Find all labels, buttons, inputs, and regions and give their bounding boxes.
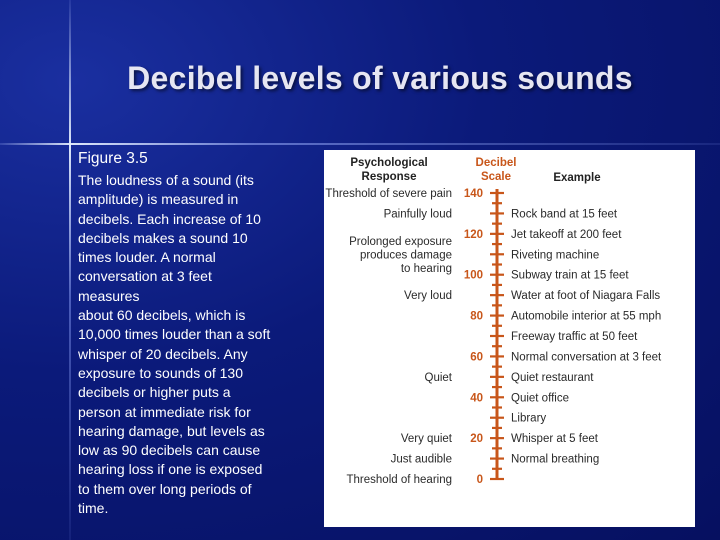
header-scale-line1: Decibel	[475, 157, 517, 169]
decibel-tick-label: 100	[463, 269, 483, 282]
decibel-tick-label: 60	[470, 351, 483, 364]
example-label: Quiet office	[511, 392, 569, 405]
example-label: Subway train at 15 feet	[511, 269, 629, 282]
example-label: Riveting machine	[511, 249, 600, 262]
decibel-scale-diagram	[324, 150, 695, 527]
header-response-line2: Response	[361, 171, 417, 183]
example-label: Normal conversation at 3 feet	[511, 351, 662, 364]
response-label: produces damage	[359, 249, 452, 262]
figure-label: Figure 3.5	[78, 150, 148, 167]
header-example: Example	[553, 172, 601, 184]
example-label: Rock band at 15 feet	[511, 208, 618, 221]
decibel-figure	[324, 150, 695, 527]
example-label: Normal breathing	[511, 453, 600, 466]
decibel-tick-label: 20	[470, 433, 483, 446]
response-label: Very quiet	[400, 433, 452, 446]
decibel-tick-label: 40	[470, 392, 483, 405]
decibel-tick-label: 80	[470, 310, 483, 323]
decibel-tick-label: 120	[463, 228, 483, 241]
response-label: to hearing	[400, 262, 452, 275]
header-scale-line2: Scale	[480, 171, 512, 183]
lens-flare-horizontal	[0, 143, 720, 145]
response-label: Threshold of severe pain	[325, 188, 452, 200]
slide-title: Decibel levels of various sounds	[127, 60, 633, 96]
response-label: Just audible	[390, 453, 452, 466]
decibel-tick-label: 140	[463, 188, 483, 200]
example-label: Library	[511, 412, 547, 425]
response-label: Very loud	[404, 290, 452, 303]
decibel-tick-label: 0	[476, 474, 483, 486]
response-label: Threshold of hearing	[346, 474, 452, 486]
example-label: Quiet restaurant	[511, 371, 594, 384]
header-response-line1: Psychological	[350, 157, 428, 169]
example-label: Whisper at 5 feet	[511, 433, 598, 446]
caption-block	[78, 150, 306, 518]
example-label: Jet takeoff at 200 feet	[511, 228, 622, 241]
example-label: Freeway traffic at 50 feet	[511, 331, 638, 343]
response-label: Prolonged exposure	[349, 235, 452, 248]
example-label: Water at foot of Niagara Falls	[511, 290, 661, 303]
example-label: Automobile interior at 55 mph	[511, 310, 662, 323]
response-label: Quiet	[424, 371, 452, 384]
caption-text: The loudness of a sound (its amplitude) is measured in decibels. Each increase of 10 decibels makes a sound 10 times louder. A normal conversation at 3 feet measures about 60 decibels, which is 10,000 times louder than a soft whisper of 20 decibels. Any exposure to sounds of 130 decibels or higher puts a person at immediate risk for hearing damage, but levels as low as 90 decibels can cause hearing loss if one is exposed to them over long periods of time.	[78, 172, 271, 517]
response-label: Painfully loud	[383, 208, 452, 221]
